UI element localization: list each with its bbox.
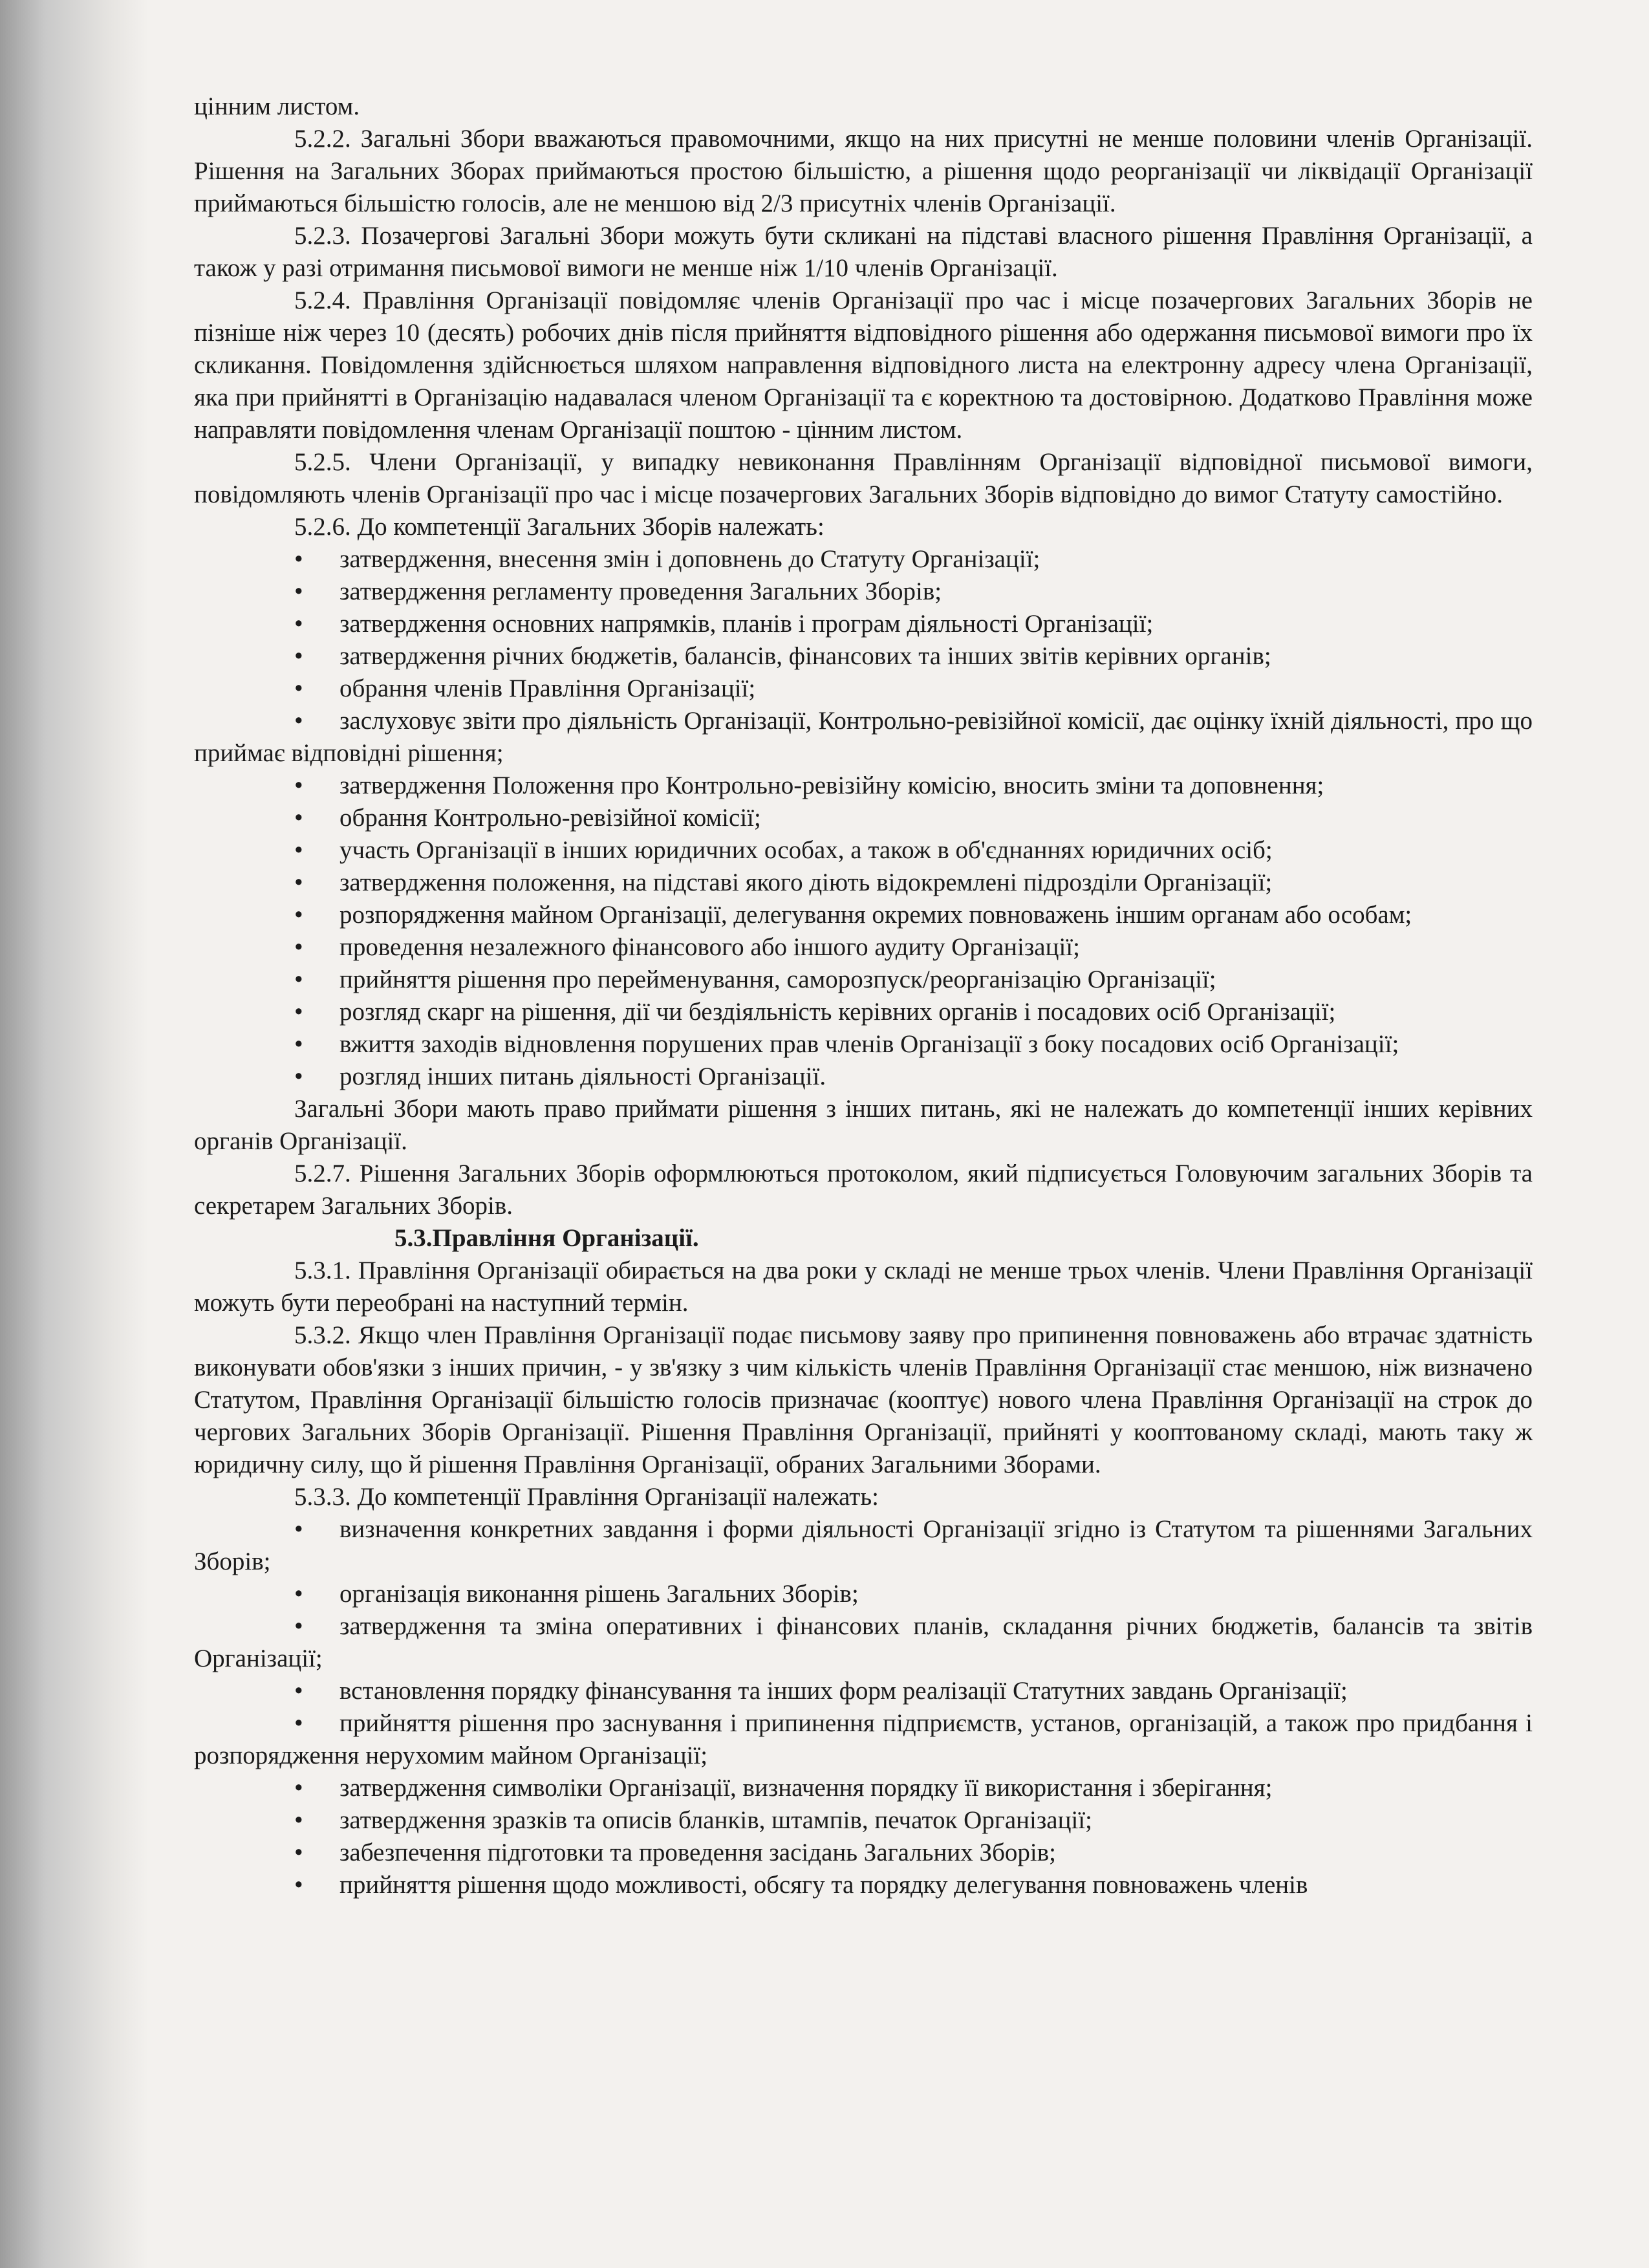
list-item: • затвердження та зміна оперативних і фінансових планів, складання річних бюджетів, балансів та звітів Організації;: [194, 1610, 1533, 1675]
bullet-icon: •: [294, 707, 303, 735]
scan-edge-shadow: [0, 0, 149, 2268]
clause-5-3-1: 5.3.1. Правління Організації обирається на два роки у складі не менше трьох членів. Члени Правління Організації можуть бути переобрані на наступний термін.: [194, 1257, 1533, 1317]
section-title: Правління Організації.: [432, 1224, 699, 1252]
list-item: • затвердження зразків та описів бланків, штампів, печаток Організації;: [194, 1804, 1533, 1837]
bullet-icon: •: [294, 772, 303, 799]
bullet-icon: •: [294, 1839, 303, 1866]
bullet-icon: •: [294, 642, 303, 670]
list-item: • затвердження символіки Організації, визначення порядку її використання і зберігання;: [194, 1772, 1533, 1804]
list-item: • затвердження основних напрямків, планів і програм діяльності Організації;: [194, 608, 1533, 640]
clause-5-2-4: 5.2.4. Правління Організації повідомляє членів Організації про час і місце позачергових Загальних Зборів не пізніше ніж через 10 (десять) робочих днів після прийняття відповідного рішення або одержання письмової вимоги про їх скликання. Повідомлення здійснюється шляхом направлення відповідного листа на електронну адресу члена Організації, яка при прийнятті в Організацію надавалася членом Організації та є коректною та достовірною. Додатково Правління може направляти повідомлення членам Організації поштою - цінним листом.: [194, 286, 1533, 444]
list-item: • прийняття рішення про заснування і припинення підприємств, установ, організацій, а також про придбання і розпорядження нерухомим майном Організації;: [194, 1707, 1533, 1772]
clause-5-3-2: 5.3.2. Якщо член Правління Організації подає письмову заяву про припинення повноважень або втрачає здатність виконувати обов'язки з інших причин, - у зв'язку з чим кількість членів Правління Організації стає меншою, ніж визначено Статутом, Правління Організації більшістю голосів призначає (кооптує) нового члена Правління Організації на строк до чергових Загальних Зборів Організації. Рішення Правління Організації, прийняті у кооптованому складі, мають таку ж юридичну силу, що й рішення Правління Організації, обраних Загальними Зборами.: [194, 1321, 1533, 1478]
bullet-icon: •: [294, 1677, 303, 1705]
bullet-icon: •: [294, 804, 303, 832]
bullet-icon: •: [294, 998, 303, 1026]
bullet-icon: •: [294, 1515, 303, 1543]
list-item: • затвердження регламенту проведення Загальних Зборів;: [194, 576, 1533, 608]
clause-5-2-7: 5.2.7. Рішення Загальних Зборів оформлюються протоколом, який підписується Головуючим загальних Зборів та секретарем Загальних Зборів.: [194, 1160, 1533, 1220]
bullet-icon: •: [294, 1709, 303, 1737]
bullet-icon: •: [294, 1806, 303, 1834]
clause-additional-competence: Загальні Збори мають право приймати рішення з інших питань, які не належать до компетенції інших керівних органів Організації.: [194, 1095, 1533, 1155]
clause-5-2-2: 5.2.2. Загальні Збори вважаються правомочними, якщо на них присутні не менше половини членів Організації. Рішення на Загальних Зборах приймаються простою більшістю, а рішення щодо реорганізації чи ліквідації Організації приймаються більшістю голосів, але не меншою від 2/3 присутніх членів Організації.: [194, 125, 1533, 217]
text-line: цінним листом.: [194, 92, 360, 120]
bullet-icon: •: [294, 901, 303, 929]
section-number: 5.3.: [394, 1224, 433, 1252]
bullet-icon: •: [294, 545, 303, 573]
list-item: • забезпечення підготовки та проведення засідань Загальних Зборів;: [194, 1837, 1533, 1869]
list-item: • проведення незалежного фінансового або іншого аудиту Організації;: [194, 931, 1533, 964]
list-item: • обрання членів Правління Організації;: [194, 673, 1533, 705]
list-item: • затвердження, внесення змін і доповнень до Статуту Організації;: [194, 543, 1533, 576]
list-item: • розгляд скарг на рішення, дії чи бездіяльність керівних органів і посадових осіб Організації;: [194, 996, 1533, 1028]
list-item: • затвердження положення, на підставі якого діють відокремлені підрозділи Організації;: [194, 867, 1533, 899]
clause-5-2-3: 5.2.3. Позачергові Загальні Збори можуть бути скликані на підставі власного рішення Правління Організації, а також у разі отримання письмової вимоги не менше ніж 1/10 членів Організації.: [194, 222, 1533, 282]
list-item: • прийняття рішення щодо можливості, обсягу та порядку делегування повноважень членів: [194, 1869, 1533, 1901]
bullet-icon: •: [294, 675, 303, 702]
list-item: • визначення конкретних завдання і форми діяльності Організації згідно із Статутом та рішеннями Загальних Зборів;: [194, 1513, 1533, 1578]
bullet-icon: •: [294, 1612, 303, 1640]
list-item: • заслуховує звіти про діяльність Організації, Контрольно-ревізійної комісії, дає оцінку їхній діяльності, про що приймає відповідні рішення;: [194, 705, 1533, 770]
clause-5-2-6: 5.2.6. До компетенції Загальних Зборів належать:: [294, 513, 824, 541]
bullet-icon: •: [294, 836, 303, 864]
list-item: • обрання Контрольно-ревізійної комісії;: [194, 802, 1533, 834]
general-assembly-competence-list: [194, 543, 1533, 1093]
bullet-icon: •: [294, 966, 303, 993]
bullet-icon: •: [294, 610, 303, 638]
bullet-icon: •: [294, 933, 303, 961]
list-item: • вжиття заходів відновлення порушених прав членів Організації з боку посадових осіб Організації;: [194, 1028, 1533, 1061]
bullet-icon: •: [294, 1871, 303, 1899]
document-page: [194, 91, 1533, 1901]
list-item: • прийняття рішення про перейменування, саморозпуск/реорганізацію Організації;: [194, 964, 1533, 996]
list-item: • затвердження річних бюджетів, балансів, фінансових та інших звітів керівних органів;: [194, 640, 1533, 673]
bullet-icon: •: [294, 1580, 303, 1608]
list-item: • затвердження Положення про Контрольно-ревізійну комісію, вносить зміни та доповнення;: [194, 770, 1533, 802]
list-item: • розгляд інших питань діяльності Організації.: [194, 1061, 1533, 1093]
clause-5-3-3: 5.3.3. До компетенції Правління Організації належать:: [294, 1483, 879, 1511]
bullet-icon: •: [294, 1774, 303, 1802]
bullet-icon: •: [294, 1030, 303, 1058]
clause-5-2-5: 5.2.5. Члени Організації, у випадку невиконання Правлінням Організації відповідної письмової вимоги, повідомляють членів Організації про час і місце позачергових Загальних Зборів відповідно до вимог Статуту самостійно.: [194, 448, 1533, 508]
list-item: • встановлення порядку фінансування та інших форм реалізації Статутних завдань Організації;: [194, 1675, 1533, 1707]
list-item: • участь Організації в інших юридичних особах, а також в об'єднаннях юридичних осіб;: [194, 834, 1533, 867]
section-heading: [194, 1222, 1533, 1255]
board-competence-list: [194, 1513, 1533, 1901]
list-item: • організація виконання рішень Загальних Зборів;: [194, 1578, 1533, 1610]
list-item: • розпорядження майном Організації, делегування окремих повноважень іншим органам або особам;: [194, 899, 1533, 931]
bullet-icon: •: [294, 578, 303, 605]
bullet-icon: •: [294, 869, 303, 896]
bullet-icon: •: [294, 1063, 303, 1090]
